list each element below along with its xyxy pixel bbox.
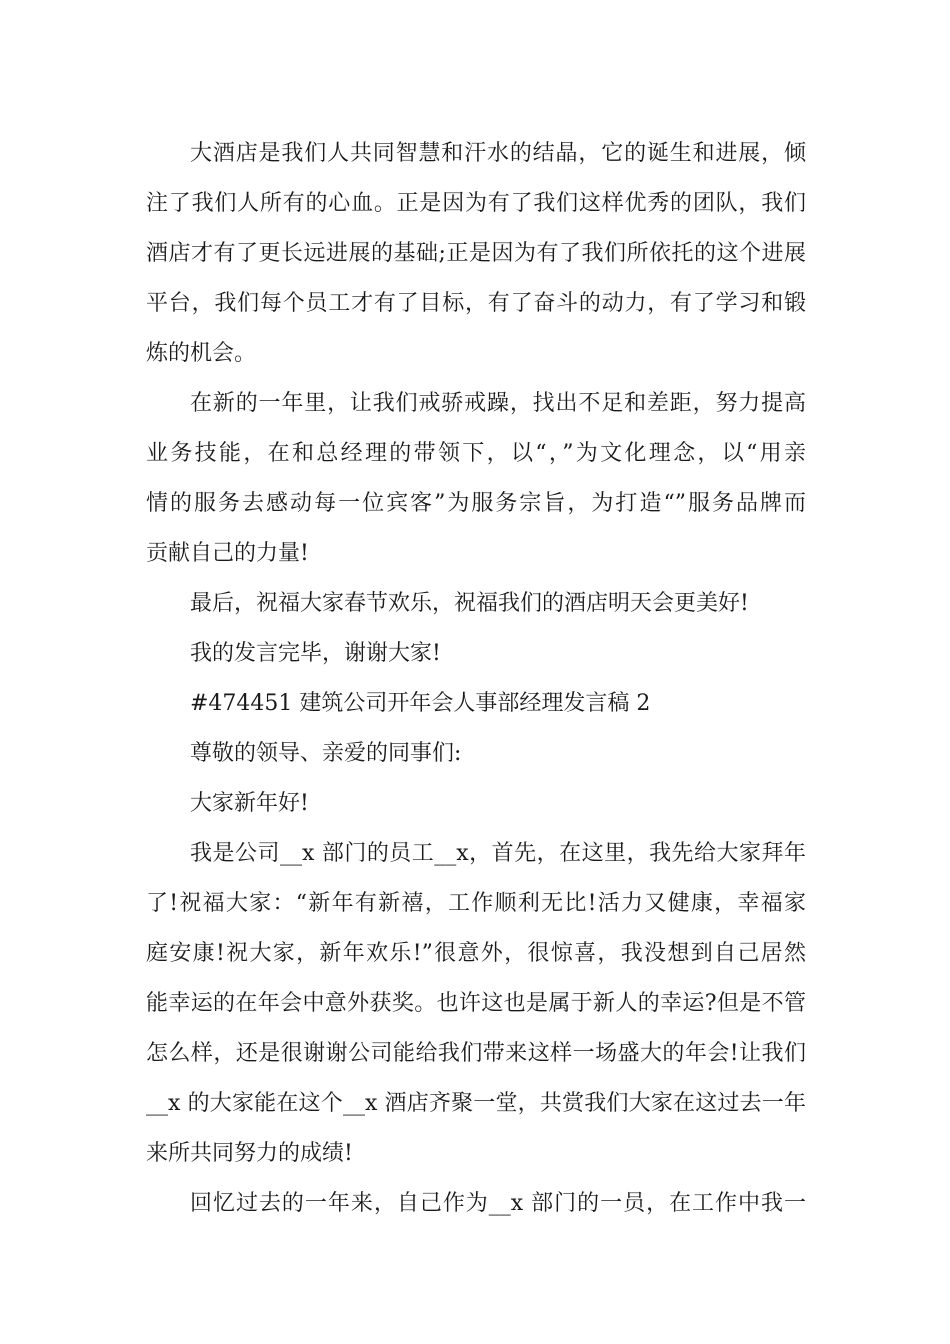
text-line: 了!祝福大家：“新年有新禧，工作顺利无比!活力又健康，幸福家 xyxy=(146,891,806,916)
text-line: 贡献自己的力量! xyxy=(146,541,309,566)
text-line: 业务技能，在和总经理的带领下，以“，”为文化理念，以“用亲 xyxy=(146,441,806,466)
text-line: __x 的大家能在这个__x 酒店齐聚一堂，共赏我们大家在这过去一年 xyxy=(146,1091,806,1116)
text-line: 情的服务去感动每一位宾客”为服务宗旨，为打造“”服务品牌而 xyxy=(146,491,806,516)
text-line: 庭安康!祝大家，新年欢乐!”很意外，很惊喜，我没想到自己居然 xyxy=(146,941,806,966)
text-line: 怎么样，还是很谢谢公司能给我们带来这样一场盛大的年会!让我们 xyxy=(146,1041,806,1066)
text-line: 炼的机会。 xyxy=(146,341,257,366)
salutation: 尊敬的领导、亲爱的同事们: xyxy=(190,741,462,766)
text-line: 在新的一年里，让我们戒骄戒躁，找出不足和差距，努力提高 xyxy=(190,391,806,416)
text-line: 最后，祝福大家春节欢乐，祝福我们的酒店明天会更美好! xyxy=(190,591,749,616)
greeting: 大家新年好! xyxy=(190,791,309,816)
text-line: 大酒店是我们人共同智慧和汗水的结晶，它的诞生和进展，倾 xyxy=(190,141,806,166)
text-line: 平台，我们每个员工才有了目标，有了奋斗的动力，有了学习和锻 xyxy=(146,291,806,316)
text-line: 我是公司__x 部门的员工__x，首先，在这里，我先给大家拜年 xyxy=(190,841,806,866)
text-line: 来所共同努力的成绩! xyxy=(146,1141,353,1166)
text-line: 酒店才有了更长远进展的基础;正是因为有了我们所依托的这个进展 xyxy=(146,241,806,266)
text-line: 我的发言完毕，谢谢大家! xyxy=(190,641,441,666)
text-line: 回忆过去的一年来，自己作为__x 部门的一员，在工作中我一 xyxy=(190,1191,806,1216)
text-line: 能幸运的在年会中意外获奖。也许这也是属于新人的幸运?但是不管 xyxy=(146,991,806,1016)
section-heading: #474451 建筑公司开年会人事部经理发言稿 2 xyxy=(190,691,651,716)
text-line: 注了我们人所有的心血。正是因为有了我们这样优秀的团队，我们 xyxy=(146,191,806,216)
